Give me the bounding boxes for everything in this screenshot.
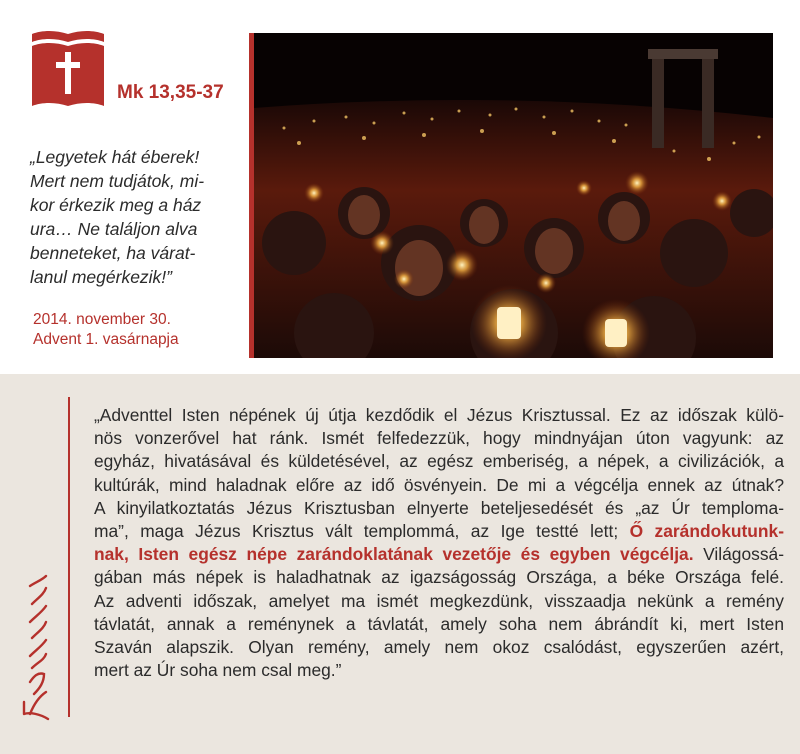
sermon-section	[0, 374, 800, 754]
divider-line	[68, 397, 70, 717]
bible-cross-icon	[28, 28, 108, 108]
liturgical-day: Advent 1. vasárnapja	[33, 331, 179, 348]
sermon-line: A kinyilatkoztatás Jézus Krisztusban elnyerte beteljesedését és „az Úr temploma-	[94, 497, 784, 518]
header-section	[0, 0, 800, 374]
quote-line: benneteket, ha várat-	[30, 243, 196, 263]
sermon-text	[94, 404, 784, 682]
scripture-quote	[30, 145, 240, 289]
highlighted-text: Ő zarándokutunk-	[629, 521, 784, 542]
candlelight-crowd-photo	[249, 33, 773, 358]
signature-franciscus	[10, 564, 60, 724]
photo-illustration	[254, 33, 773, 358]
quote-line: kor érkezik meg a ház	[30, 195, 202, 215]
highlighted-text: nak, Isten egész népe zarándoklatának vezetője és egyben végcélja.	[94, 544, 694, 565]
sermon-line	[94, 520, 784, 543]
sermon-line: kultúrák, mind haladnak előre az idő ösvényein. De mi a végcélja ennek az útnak?	[94, 474, 784, 495]
quote-line: lanul megérkezik!”	[30, 267, 172, 287]
sermon-line: Az adventi időszak, amelyet ma ismét megkezdünk, visszaadja nekünk a remény	[94, 590, 784, 611]
sermon-line: gában más népek is haladhatnak az igazságosság Országa, a béke Országa felé.	[94, 567, 784, 588]
sermon-line: nös vonzerővel hat ránk. Ismét felfedezzük, hogy mindnyájan úton vagyunk: az	[94, 428, 784, 449]
bible-reference: Mk 13,35-37	[117, 82, 224, 103]
sermon-line: egyház, hivatásával és küldetésével, az egész emberiség, a népek, a civilizációk, a	[94, 451, 784, 472]
sermon-line: „Adventtel Isten népének új útja kezdődik el Jézus Krisztussal. Ez az időszak külö-	[94, 405, 784, 425]
date-line: 2014. november 30.	[33, 311, 171, 328]
sermon-text-run: ma”, maga Jézus Krisztus vált templommá, az Ige testté lett;	[94, 521, 630, 542]
date-caption	[33, 310, 179, 350]
sermon-line	[94, 543, 784, 566]
sermon-line: távlatát, annak a reménynek a távlatát, amely soha nem ábrándít ki, mert Isten	[94, 613, 784, 634]
quote-line: „Legyetek hát éberek!	[30, 147, 200, 167]
sermon-line: Szaván alapszik. Olyan remény, amely nem okoz csalódást, egyszerűen azért,	[94, 637, 784, 658]
quote-line: ura… Ne találjon alva	[30, 219, 198, 239]
quote-line: Mert nem tudjátok, mi-	[30, 171, 205, 191]
sermon-line: mert az Úr soha nem csal meg.”	[94, 660, 342, 681]
sermon-text-run: Világossá-	[693, 544, 784, 565]
